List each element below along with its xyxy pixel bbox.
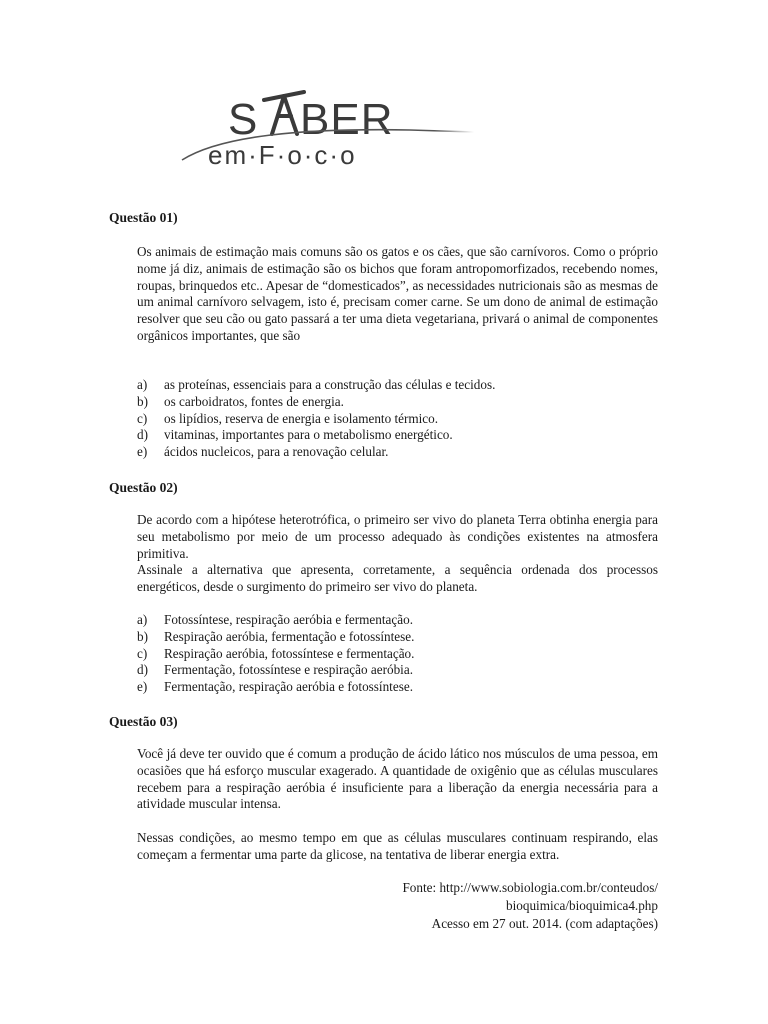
- saber-em-foco-logo: [180, 86, 474, 170]
- source-line: bioquimica/bioquimica4.php: [506, 898, 658, 913]
- option: a) as proteínas, essenciais para a construção das células e tecidos.: [137, 377, 496, 392]
- question-2-title: Questão 02): [109, 480, 178, 495]
- question-2-instruction: Assinale a alternativa que apresenta, corretamente, a sequência ordenada dos processos energéticos, desde o surgimento do primeiro ser vivo do planeta.: [137, 562, 658, 594]
- source-line: Acesso em 27 out. 2014. (com adaptações): [431, 916, 658, 931]
- svg-text:S: S: [228, 95, 259, 144]
- question-2-text: De acordo com a hipótese heterotrófica, o primeiro ser vivo do planeta Terra obtinha energia para seu metabolismo por meio de um processo adequado às condições existentes na atmosfera primitiva.: [137, 512, 658, 561]
- question-1-text: Os animais de estimação mais comuns são os gatos e os cães, que são carnívoros. Como o próprio nome já diz, animais de estimação são os bichos que foram antropomorfizados, recebendo nomes, roupas, brinquedos etc.. Apesar de “domesticados”, as necessidades nutricionais são as mesmas de um animal carnívoro selvagem, isto é, precisam comer carne. Se um dono de animal de estimação resolver que seu cão ou gato passará a ter uma dieta vegetariana, privará o animal de componentes orgânicos importantes, que são: [137, 244, 658, 343]
- question-1-title: Questão 01): [109, 210, 178, 225]
- question-2-options: [137, 612, 658, 696]
- question-3-text: Você já deve ter ouvido que é comum a produção de ácido lático nos músculos de uma pessoa, em ocasiões que há esforço muscular exagerado. A quantidade de oxigênio que as células musculares recebem para a respiração aeróbia é insuficiente para a liberação da energia necessária para a atividade muscular intensa.: [137, 746, 658, 812]
- question-3-text-continued: Nessas condições, ao mesmo tempo em que as células musculares continuam respirando, elas começam a fermentar uma parte da glicose, na tentativa de liberar energia extra.: [137, 830, 658, 862]
- option: c) os lipídios, reserva de energia e isolamento térmico.: [137, 410, 439, 426]
- option: b) Respiração aeróbia, fermentação e fotossíntese.: [137, 628, 415, 644]
- option: e) Fermentação, respiração aeróbia e fotossíntese.: [137, 679, 413, 695]
- svg-text:BER: BER: [300, 95, 394, 144]
- option: c) Respiração aeróbia, fotossíntese e fermentação.: [137, 645, 415, 661]
- option: b) os carboidratos, fontes de energia.: [137, 393, 344, 409]
- question-1-options: [137, 377, 658, 461]
- option: d) Fermentação, fotossíntese e respiração aeróbia.: [137, 662, 413, 678]
- svg-text:em·F·o·c·o: em·F·o·c·o: [208, 140, 357, 170]
- source-citation: [402, 879, 658, 933]
- option: e) ácidos nucleicos, para a renovação celular.: [137, 444, 389, 460]
- question-3-title: Questão 03): [109, 714, 178, 729]
- option: d) vitaminas, importantes para o metabolismo energético.: [137, 427, 453, 443]
- option: a) Fotossíntese, respiração aeróbia e fermentação.: [137, 612, 413, 627]
- source-line: Fonte: http://www.sobiologia.com.br/conteudos/: [402, 880, 658, 895]
